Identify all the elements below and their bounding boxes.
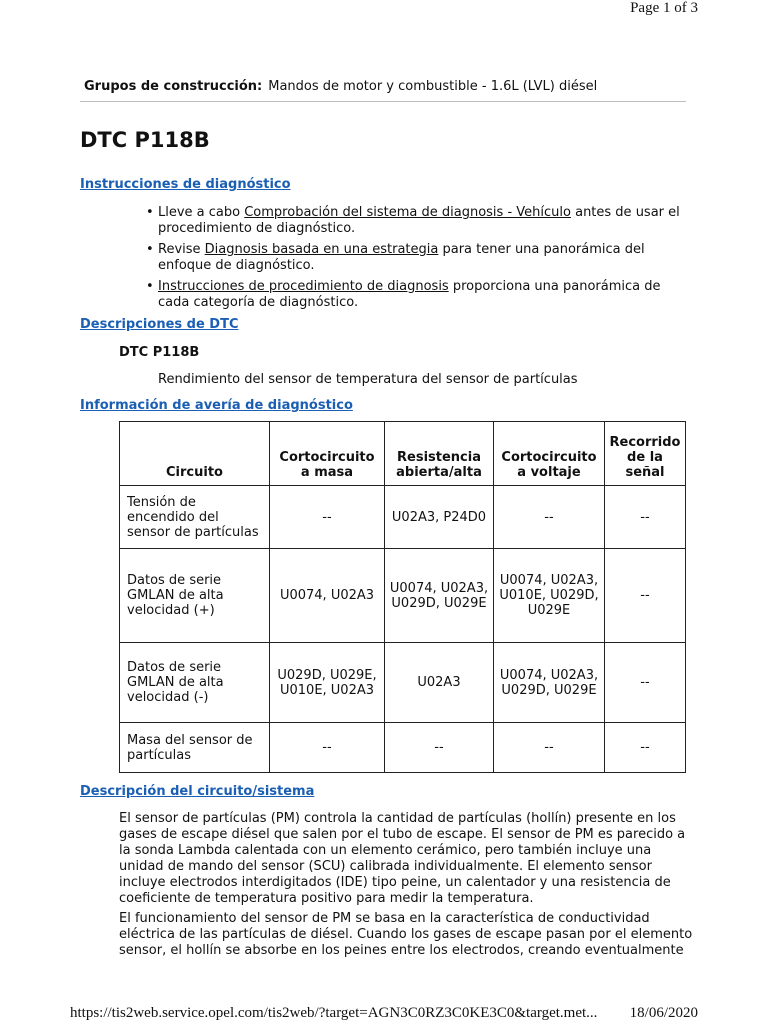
link-system-check[interactable]: Comprobación del sistema de diagnosis - Vehículo [244, 205, 571, 220]
link-procedure-instructions[interactable]: Instrucciones de procedimiento de diagnosis [158, 279, 449, 294]
link-strategy-diagnosis[interactable]: Diagnosis basada en una estrategia [204, 242, 439, 257]
list-item: • Revise Diagnosis basada en una estrategia para tener una panorámica del enfoque de diagnóstico. [146, 242, 686, 274]
table-row: Datos de serie GMLAN de alta velocidad (-) U029D, U029E, U010E, U02A3 U02A3 U0074, U02A3, U029D, U029E -- [120, 643, 686, 723]
table-row: Tensión de encendido del sensor de partículas -- U02A3, P24D0 -- -- [120, 486, 686, 549]
table-header-row [120, 422, 686, 486]
dtc-code: DTC P118B [119, 345, 200, 360]
instructions-list [146, 205, 686, 316]
list-item: • Instrucciones de procedimiento de diagnosis proporciona una panorámica de cada categoría de diagnóstico. [146, 279, 686, 311]
list-item: • Lleve a cabo Comprobación del sistema de diagnosis - Vehículo antes de usar el procedimiento de diagnóstico. [146, 205, 686, 237]
table-row: Masa del sensor de partículas -- -- -- -- [120, 723, 686, 773]
header-circuit: Circuito [120, 422, 270, 486]
page-number: Page 1 of 3 [630, 0, 698, 16]
header-signal: Recorrido de la señal [605, 422, 686, 486]
paragraph-pm-operation: El funcionamiento del sensor de PM se basa en la característica de conductividad eléctrica de las partículas de diésel. Cuando los gases de escape pasan por el elemento sensor, el hollín se absorbe en los peines entre los electrodos, creando eventualmente [119, 911, 693, 958]
section-link-instructions[interactable]: Instrucciones de diagnóstico [80, 177, 291, 192]
footer-url: https://tis2web.service.opel.com/tis2web/?target=AGN3C0RZ3C0KE3C0&target.met... [70, 1005, 598, 1021]
paragraph-pm-sensor: El sensor de partículas (PM) controla la cantidad de partículas (hollín) presente en los gases de escape diésel que salen por el tubo de escape. El sensor de PM es parecido a la sonda Lambda calentada con un elemento cerámico, pero también incluye una unidad de mando del sensor (SCU) calibrada individualmente. El elemento sensor incluye electrodos interdigitados (IDE) tipo peine, un calentador y una resistencia de coeficiente de temperatura positivo para medir la temperatura. [119, 811, 686, 906]
section-link-dtc-descriptions[interactable]: Descripciones de DTC [80, 317, 239, 332]
header-divider [80, 101, 686, 102]
construction-group [84, 79, 597, 94]
table-row: Datos de serie GMLAN de alta velocidad (+) U0074, U02A3 U0074, U02A3, U029D, U029E U0074, U02A3, U010E, U029D, U029E -- [120, 549, 686, 643]
header-open: Resistencia abierta/alta [385, 422, 494, 486]
dtc-description: Rendimiento del sensor de temperatura del sensor de partículas [158, 372, 578, 387]
footer-date: 18/06/2020 [629, 1005, 698, 1021]
section-link-fault-info[interactable]: Información de avería de diagnóstico [80, 398, 353, 413]
header-short-ground: Cortocircuito a masa [270, 422, 385, 486]
header-short-voltage: Cortocircuito a voltaje [494, 422, 605, 486]
page-title: DTC P118B [80, 128, 210, 152]
construction-group-value: Mandos de motor y combustible - 1.6L (LVL) diésel [268, 79, 598, 94]
fault-info-table [119, 421, 686, 773]
construction-group-label: Grupos de construcción: [84, 79, 263, 94]
section-link-circuit-description[interactable]: Descripción del circuito/sistema [80, 784, 315, 799]
